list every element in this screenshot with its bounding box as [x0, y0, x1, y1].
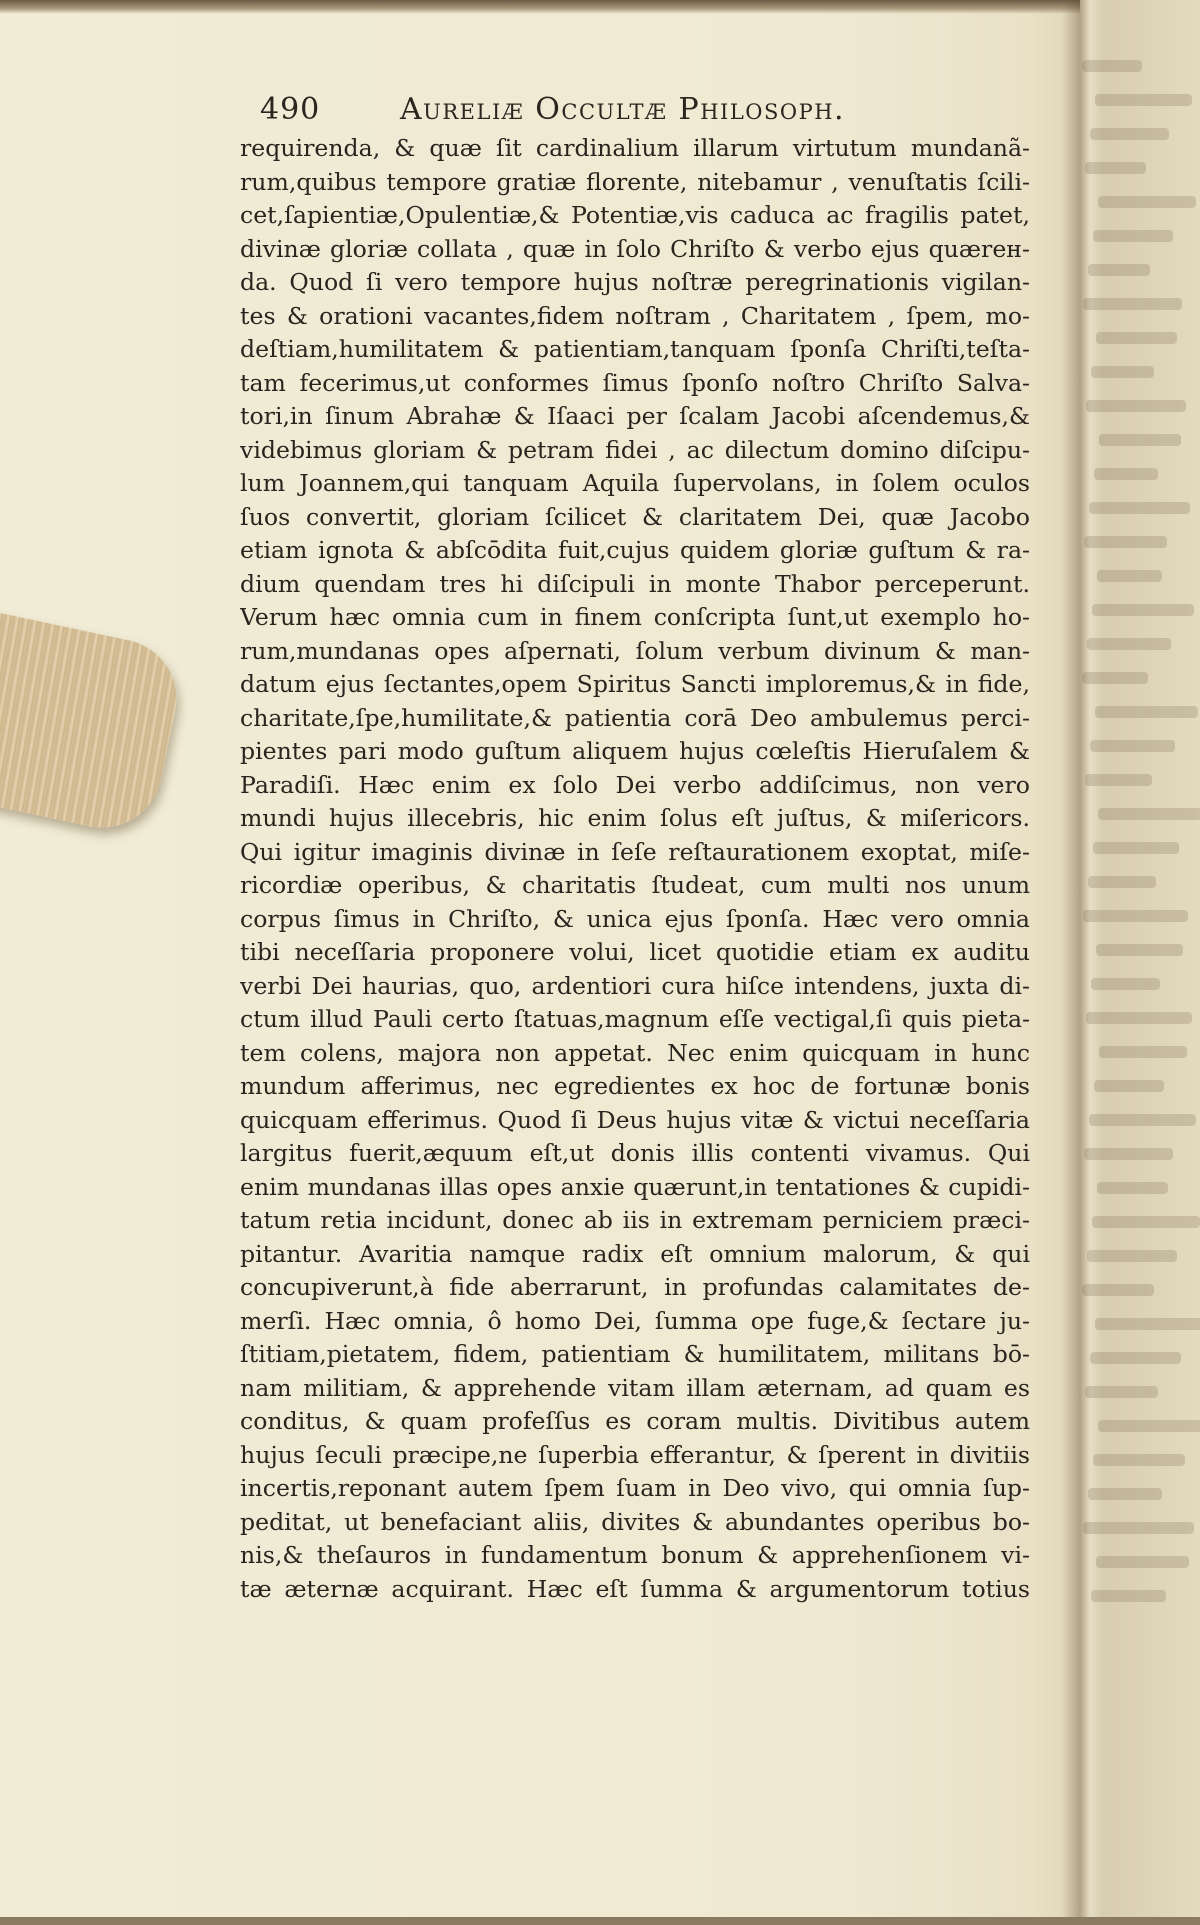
text-line: pitantur. Avaritia namque radix eſt omnium malorum, & qui	[240, 1239, 1030, 1268]
bleed-line	[1085, 1386, 1158, 1398]
bleed-line	[1093, 1454, 1185, 1466]
text-line: divinæ gloriæ collata , quæ in ſolo Chriſto & verbo ejus quærен-	[240, 234, 1030, 263]
text-line: rum,quibus tempore gratiæ florente, nitebamur , venuſtatis ſcili-	[240, 167, 1030, 196]
bleed-line	[1096, 944, 1183, 956]
opposite-page-bleed	[1082, 50, 1200, 1690]
text-line: tes & orationi vacantes,fidem noſtram , Charitatem , ſpem, mo-	[240, 301, 1030, 330]
bleed-line	[1083, 910, 1188, 922]
bleed-line	[1091, 978, 1160, 990]
bleed-line	[1083, 298, 1182, 310]
text-line: tam fecerimus,ut conformes ſimus ſponſo noſtro Chriſto Salva-	[240, 368, 1030, 397]
text-line: tatum retia incidunt, donec ab iis in extremam perniciem præci-	[240, 1206, 1030, 1234]
text-line: largitus fuerit,æquum eſt,ut donis illis contenti vivamus. Qui	[240, 1139, 1030, 1167]
bleed-line	[1093, 230, 1173, 242]
text-line: ctum illud Pauli certo ſtatuas,magnum eſſe vectigal,ſi quis pieta-	[240, 1005, 1030, 1033]
text-line: lum Joannem,qui tanquam Aquila ſupervolans, in ſolem oculos	[240, 469, 1030, 497]
bleed-line	[1096, 332, 1177, 344]
text-line: mundum afferimus, nec egredientes ex hoc de fortunæ bonis	[240, 1072, 1030, 1100]
bleed-line	[1090, 1352, 1181, 1364]
bleed-line	[1082, 672, 1148, 684]
bleed-line	[1095, 94, 1192, 106]
text-line: nis,& theſauros in fundamentum bonum & apprehenſionem vi-	[240, 1541, 1030, 1569]
bleed-line	[1092, 1216, 1200, 1228]
text-line: Paradiſi. Hæc enim ex ſolo Dei verbo addiſcimus, non vero	[240, 770, 1030, 799]
text-line: ricordiæ operibus, & charitatis ſtudeat, cum multi nos unum	[240, 871, 1030, 899]
text-line: Qui igitur imaginis divinæ in ſeſe reſtaurationem exoptat, miſe-	[240, 837, 1030, 866]
page-number: 490	[260, 92, 321, 127]
bleed-line	[1084, 1148, 1173, 1160]
bleed-line	[1086, 1012, 1192, 1024]
running-title: Aureliæ Occultæ Philosoph.	[400, 92, 846, 127]
text-line: tæ æternæ acquirant. Hæc eſt ſumma & argumentorum totius	[240, 1574, 1030, 1603]
book-bottom-edge	[0, 1917, 1200, 1925]
bleed-line	[1095, 706, 1198, 718]
bleed-line	[1099, 434, 1181, 446]
book-page	[240, 88, 1030, 1606]
text-line: quicquam efferimus. Quod ſi Deus hujus vitæ & victui neceſſaria	[240, 1105, 1030, 1134]
bleed-line	[1083, 1522, 1194, 1534]
text-line: incertis,reponant autem ſpem ſuam in Deo vivo, qui omnia ſup-	[240, 1474, 1030, 1502]
bleed-line	[1082, 1284, 1154, 1296]
text-line: peditat, ut benefaciant aliis, divites & abundantes operibus bo-	[240, 1507, 1030, 1536]
text-line: concupiverunt,à fide aberrarunt, in profundas calamitates de-	[240, 1273, 1030, 1301]
body-text	[240, 132, 1030, 1606]
bleed-line	[1099, 1046, 1187, 1058]
bleed-line	[1097, 570, 1162, 582]
text-line: da. Quod ſi vero tempore hujus noſtræ peregrinationis vigilan-	[240, 268, 1030, 296]
bleed-line	[1089, 1114, 1196, 1126]
text-line: enim mundanas illas opes anxie quærunt,in tentationes & cupidi-	[240, 1172, 1030, 1201]
text-line: pientes pari modo guſtum aliquem hujus cœleſtis Hieruſalem &	[240, 737, 1030, 765]
bleed-line	[1088, 1488, 1162, 1500]
bleed-line	[1086, 400, 1186, 412]
text-line: hujus ſeculi præcipe,ne ſuperbia efferantur, & ſperent in divitiis	[240, 1440, 1030, 1469]
bleed-line	[1093, 842, 1179, 854]
text-line: verbi Dei haurias, quo, ardentiori cura hiſce intendens, juxta di-	[240, 971, 1030, 1000]
bleed-line	[1082, 60, 1142, 72]
text-line: nam militiam, & apprehende vitam illam æternam, ad quam es	[240, 1373, 1030, 1402]
text-line: requirenda, & quæ ſit cardinalium illarum virtutum mundanã-	[240, 134, 1030, 162]
text-line: mundi hujus illecebris, hic enim ſolus eſt juſtus, & miſericors.	[240, 804, 1030, 832]
text-line: cet,ſapientiæ,Opulentiæ,& Potentiæ,vis caduca ac fragilis patet,	[240, 201, 1030, 229]
text-line: datum ejus ſectantes,opem Spiritus Sancti imploremus,& in fide,	[240, 670, 1030, 698]
bleed-line	[1094, 1080, 1164, 1092]
bleed-line	[1089, 502, 1190, 514]
text-line: Verum hæc omnia cum in finem conſcripta ſunt,ut exemplo ho-	[240, 603, 1030, 631]
bleed-line	[1091, 1590, 1166, 1602]
bleed-line	[1098, 808, 1200, 820]
bleed-line	[1096, 1556, 1189, 1568]
bleed-line	[1098, 1420, 1200, 1432]
text-line: rum,mundanas opes aſpernati, ſolum verbum divinum & man-	[240, 636, 1030, 665]
text-line: conditus, & quam profeſſus es coram multis. Divitibus autem	[240, 1407, 1030, 1435]
bleed-line	[1095, 1318, 1200, 1330]
bleed-line	[1088, 264, 1150, 276]
bleed-line	[1097, 1182, 1168, 1194]
text-line: ſtitiam,pietatem, fidem, patientiam & humilitatem, militans bō-	[240, 1340, 1030, 1368]
book-top-edge	[0, 0, 1080, 14]
text-line: corpus ſimus in Chriſto, & unica ejus ſponſa. Hæc vero omnia	[240, 904, 1030, 933]
text-line: deſtiam,humilitatem & patientiam,tanquam ſponſa Chriſti,teſta-	[240, 335, 1030, 363]
text-line: tibi neceſſaria proponere volui, licet quotidie etiam ex auditu	[240, 938, 1030, 966]
bleed-line	[1098, 196, 1196, 208]
bleed-line	[1092, 604, 1194, 616]
bleed-line	[1087, 1250, 1177, 1262]
bleed-line	[1090, 128, 1169, 140]
text-line: charitate,ſpe,humilitate,& patientia corā Deo ambulemus perci-	[240, 703, 1030, 732]
text-line: tori,in ſinum Abrahæ & Iſaaci per ſcalam Jacobi aſcendemus,&	[240, 402, 1030, 430]
bleed-line	[1091, 366, 1154, 378]
bleed-line	[1087, 638, 1171, 650]
text-line: tem colens, majora non appetat. Nec enim quicquam in hunc	[240, 1038, 1030, 1067]
running-head	[260, 88, 1030, 132]
bleed-line	[1085, 774, 1152, 786]
bleed-line	[1088, 876, 1156, 888]
text-line: merſi. Hæc omnia, ô homo Dei, ſumma ope fuge,& ſectare ju-	[240, 1306, 1030, 1335]
text-line: videbimus gloriam & petram fidei , ac dilectum domino diſcipu-	[240, 435, 1030, 464]
text-line: ſuos convertit, gloriam ſcilicet & claritatem Dei, quæ Jacobo	[240, 502, 1030, 531]
text-line: etiam ignota & abſcōdita fuit,cujus quidem gloriæ guſtum & ra-	[240, 536, 1030, 564]
bleed-line	[1090, 740, 1175, 752]
bleed-line	[1094, 468, 1158, 480]
text-line: dium quendam tres hi diſcipuli in monte Thabor perceperunt.	[240, 569, 1030, 598]
bleed-line	[1084, 536, 1167, 548]
bleed-line	[1085, 162, 1146, 174]
